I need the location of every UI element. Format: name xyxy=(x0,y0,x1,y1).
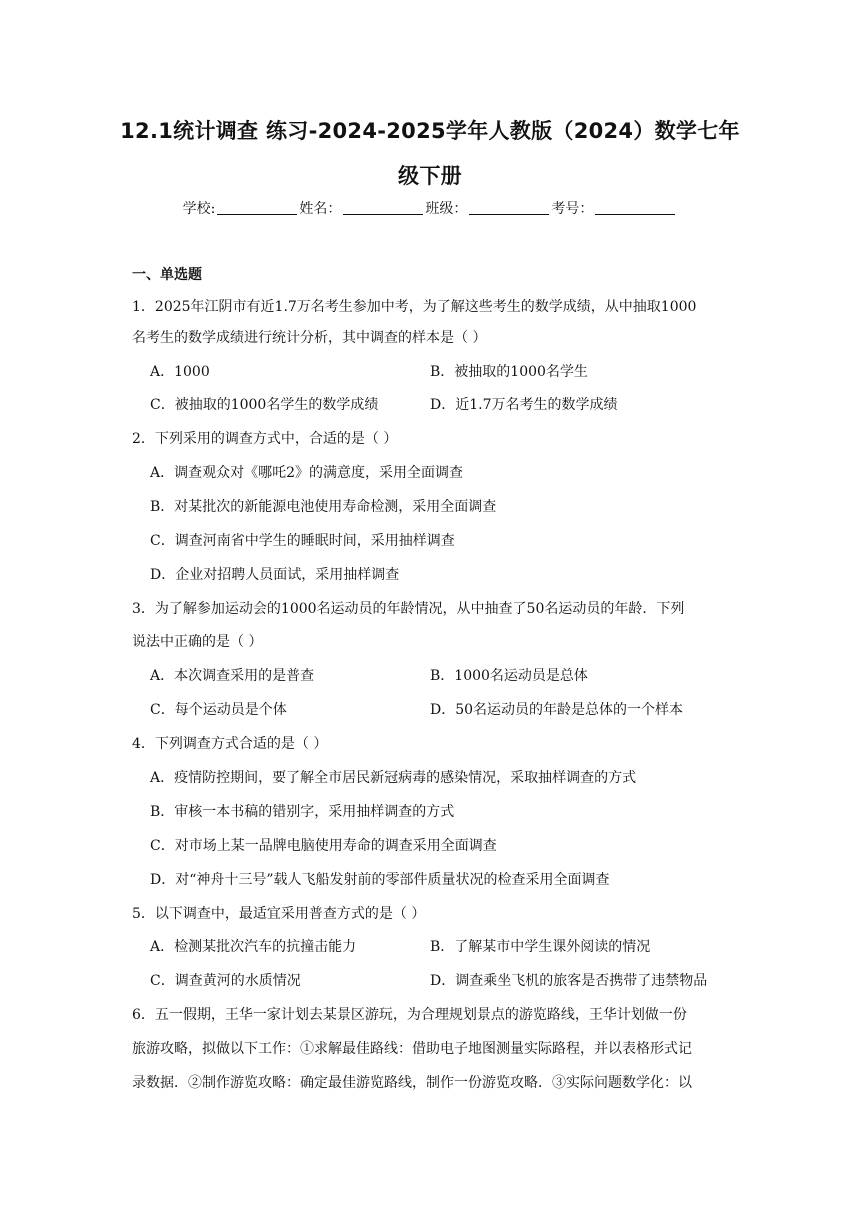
question-3-option-a: A．本次调查采用的是普查 xyxy=(150,668,315,684)
question-2-option-b: B．对某批次的新能源电池使用寿命检测，采用全面调查 xyxy=(150,499,497,515)
question-3-option-d: D．50名运动员的年龄是总体的一个样本 xyxy=(430,702,684,718)
student-info-row xyxy=(0,198,860,218)
question-5-option-b: B．了解某市中学生课外阅读的情况 xyxy=(430,939,651,955)
school-label: 学校: xyxy=(182,201,216,217)
section-heading: 一、单选题 xyxy=(132,267,202,283)
name-field[interactable] xyxy=(343,200,423,215)
question-4-option-a: A．疫情防控期间，要了解全市居民新冠病毒的感染情况，采取抽样调查的方式 xyxy=(150,770,637,786)
question-1-option-c: C．被抽取的1000名学生的数学成绩 xyxy=(150,397,379,413)
exam-no-label: 考号： xyxy=(551,201,594,217)
question-6-stem-cont-2: 录数据．②制作游览攻略：确定最佳游览路线，制作一份游览攻略．③实际问题数学化：以 xyxy=(132,1075,692,1091)
question-2-stem: 2．下列采用的调查方式中，合适的是（ ） xyxy=(132,431,398,447)
question-1-option-d: D．近1.7万名考生的数学成绩 xyxy=(430,397,618,413)
class-field[interactable] xyxy=(469,200,549,215)
name-label: 姓名： xyxy=(299,201,342,217)
question-5-option-a: A．检测某批次汽车的抗撞击能力 xyxy=(150,939,357,955)
school-field[interactable] xyxy=(217,200,297,215)
question-3-option-b: B．1000名运动员是总体 xyxy=(430,668,588,684)
question-1-stem: 1．2025年江阴市有近1.7万名考生参加中考，为了解这些考生的数学成绩，从中抽取1000 xyxy=(132,299,697,315)
class-label: 班级： xyxy=(425,201,468,217)
question-2-option-d: D．企业对招聘人员面试，采用抽样调查 xyxy=(150,567,400,583)
page-title-continued: 级下册 xyxy=(398,164,462,188)
page-title: 12.1统计调查 练习-2024-2025学年人教版（2024）数学七年 xyxy=(120,119,740,143)
question-2-option-a: A．调查观众对《哪吒2》的满意度，采用全面调查 xyxy=(150,465,464,481)
question-6-stem: 6．五一假期，王华一家计划去某景区游玩，为合理规划景点的游览路线，王华计划做一份 xyxy=(132,1007,687,1023)
question-4-option-d: D．对“神舟十三号”载人飞船发射前的零部件质量状况的检查采用全面调查 xyxy=(150,872,610,888)
question-3-option-c: C．每个运动员是个体 xyxy=(150,702,287,718)
question-5-option-c: C．调查黄河的水质情况 xyxy=(150,973,301,989)
question-5-stem: 5．以下调查中，最适宜采用普查方式的是（ ） xyxy=(132,906,426,922)
question-1-option-b: B．被抽取的1000名学生 xyxy=(430,364,588,380)
question-4-option-b: B．审核一本书稿的错别字，采用抽样调查的方式 xyxy=(150,804,455,820)
question-5-option-d: D．调查乘坐飞机的旅客是否携带了违禁物品 xyxy=(430,973,708,989)
exam-no-field[interactable] xyxy=(595,200,675,215)
question-4-option-c: C．对市场上某一品牌电脑使用寿命的调查采用全面调查 xyxy=(150,838,497,854)
question-3-stem-cont: 说法中正确的是（ ） xyxy=(132,634,263,650)
question-2-option-c: C．调查河南省中学生的睡眠时间，采用抽样调查 xyxy=(150,533,455,549)
question-6-stem-cont-1: 旅游攻略，拟做以下工作：①求解最佳路线：借助电子地图测量实际路程，并以表格形式记 xyxy=(132,1041,692,1057)
question-3-stem: 3．为了解参加运动会的1000名运动员的年龄情况，从中抽查了50名运动员的年龄．下列 xyxy=(132,601,685,617)
question-4-stem: 4．下列调查方式合适的是（ ） xyxy=(132,736,328,752)
question-1-stem-cont: 名考生的数学成绩进行统计分析，其中调查的样本是（ ） xyxy=(132,330,487,346)
question-1-option-a: A．1000 xyxy=(150,364,210,380)
